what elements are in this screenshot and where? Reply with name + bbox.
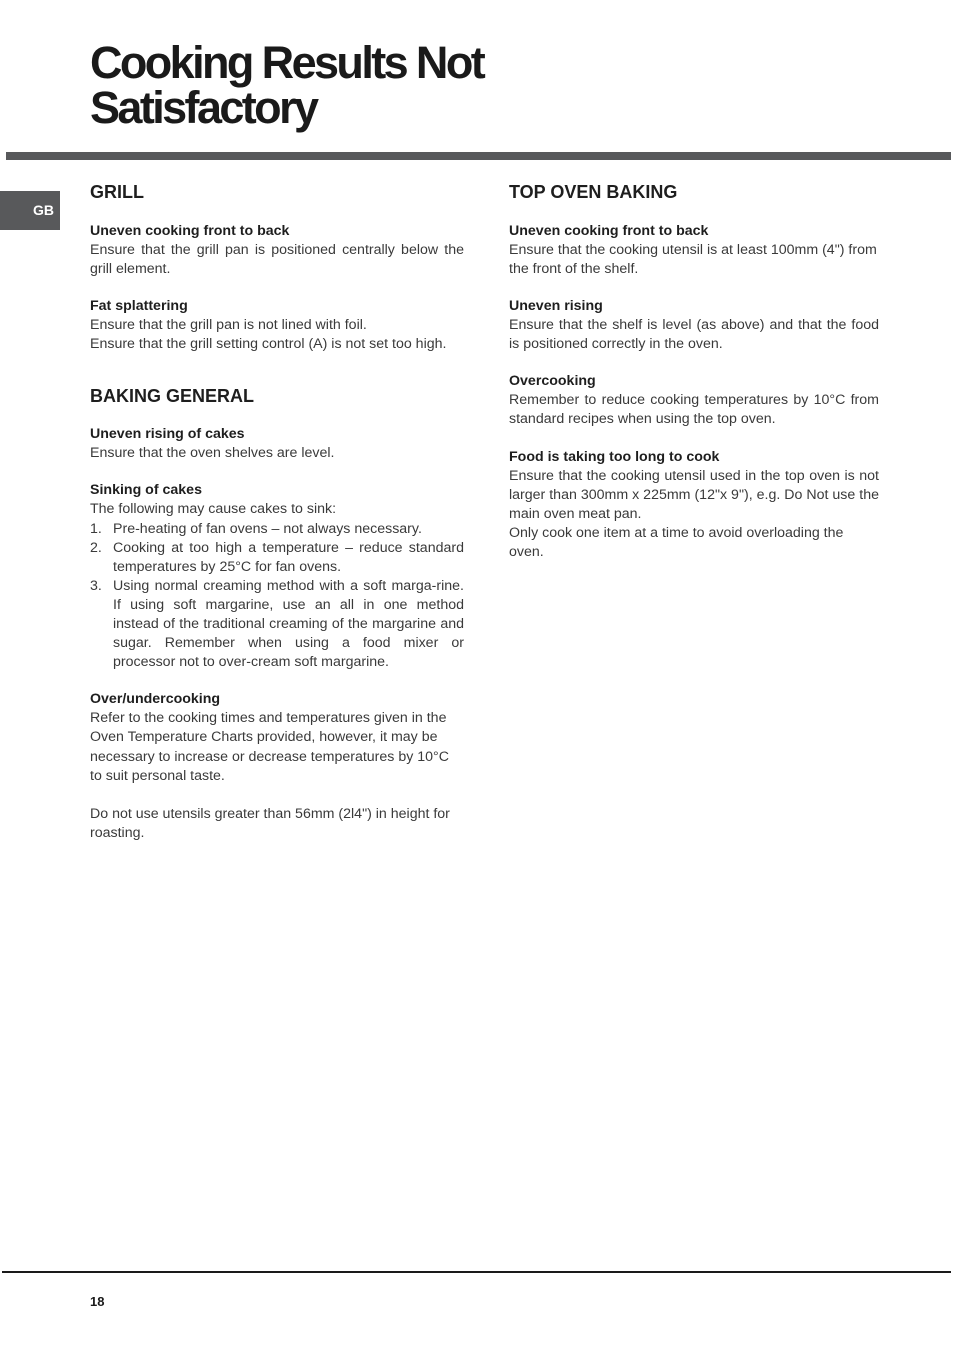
topic-top-uneven-rising xyxy=(509,297,879,354)
topic-text: Ensure that the grill pan is not lined with foil. xyxy=(90,317,367,334)
topic-title: Uneven rising xyxy=(509,298,603,315)
topic-title: Overcooking xyxy=(509,373,596,390)
topic-text: Only cook one item at a time to avoid overloading the oven. xyxy=(509,524,844,560)
list-item xyxy=(90,577,464,672)
topic-over-undercooking xyxy=(90,690,464,843)
topic-title: Uneven cooking front to back xyxy=(509,223,709,239)
topic-grill-fat-splattering xyxy=(90,297,464,354)
paragraph-spacer xyxy=(90,786,464,805)
topic-text: The following may cause cakes to sink: xyxy=(90,501,337,518)
topic-text: Ensure that the grill pan is positioned centrally below the grill element. xyxy=(90,242,464,278)
topic-sinking-of-cakes xyxy=(90,481,464,672)
list-item-text: Using normal creaming method with a soft marga-rine. If using soft margarine, use an all in one method instead of the traditional creaming of the margarine and sugar. Remember when using a food mixer or processor not to over-cream soft margarine. xyxy=(113,577,464,671)
topic-title: Fat splattering xyxy=(90,298,188,315)
section-spacer xyxy=(90,354,464,385)
topic-text: Ensure that the oven shelves are level. xyxy=(90,445,335,462)
topic-title: Sinking of cakes xyxy=(90,482,202,499)
page-title xyxy=(90,37,690,133)
footer-divider xyxy=(2,1271,951,1273)
topic-title: Over/undercooking xyxy=(90,691,221,708)
page-title-line-1: Cooking Results Not xyxy=(90,37,484,88)
topic-title: Uneven cooking front to back xyxy=(90,223,290,239)
topic-title: Uneven rising of cakes xyxy=(90,426,245,443)
topic-text: Ensure that the cooking utensil is at least 100mm (4") from the front of the shelf. xyxy=(509,242,877,278)
right-column xyxy=(509,181,879,562)
section-heading-top-oven-baking: TOP OVEN BAKING xyxy=(509,182,678,202)
topic-title: Food is taking too long to cook xyxy=(509,448,720,465)
list-item-number: 2. xyxy=(90,539,102,556)
topic-text: Ensure that the grill setting control (A) is not set too high. xyxy=(90,336,447,353)
list-item xyxy=(90,539,464,577)
topic-uneven-rising-of-cakes xyxy=(90,425,464,463)
topic-note: Do not use utensils greater than 56mm (2l4") in height for roasting. xyxy=(90,805,450,841)
topic-text: Refer to the cooking times and temperatures given in the Oven Temperature Charts provided, however, it may be necessary to increase or decrease temperatures by 10°C to suit personal taste. xyxy=(90,710,449,784)
list-item-text: Cooking at too high a temperature – reduce standard temperatures by 25°C for fan ovens. xyxy=(113,539,464,575)
numbered-list xyxy=(90,520,464,673)
list-item-text: Pre-heating of fan ovens – not always necessary. xyxy=(113,520,422,537)
topic-text: Ensure that the cooking utensil used in the top oven is not larger than 300mm x 225mm (12"x 9"), e.g. Do Not use the main oven meat pan. xyxy=(509,467,879,522)
topic-top-taking-too-long xyxy=(509,448,879,562)
topic-text: Ensure that the shelf is level (as above) and that the food is positioned correctly in the oven. xyxy=(509,317,879,353)
list-item-number: 1. xyxy=(90,520,102,537)
title-divider-bar xyxy=(6,152,951,160)
page-title-line-2: Satisfactory xyxy=(90,82,317,133)
language-tab: GB xyxy=(0,191,60,230)
topic-text: Remember to reduce cooking temperatures by 10°C from standard recipes when using the top oven. xyxy=(509,392,879,428)
list-item xyxy=(90,520,464,539)
page-number: 18 xyxy=(90,1294,105,1309)
topic-top-overcooking xyxy=(509,372,879,429)
section-heading-grill: GRILL xyxy=(90,182,144,202)
topic-grill-uneven-cooking xyxy=(90,222,464,279)
list-item-number: 3. xyxy=(90,577,102,594)
topic-top-uneven-cooking xyxy=(509,222,879,279)
section-heading-baking-general: BAKING GENERAL xyxy=(90,386,255,407)
left-column xyxy=(90,181,464,843)
